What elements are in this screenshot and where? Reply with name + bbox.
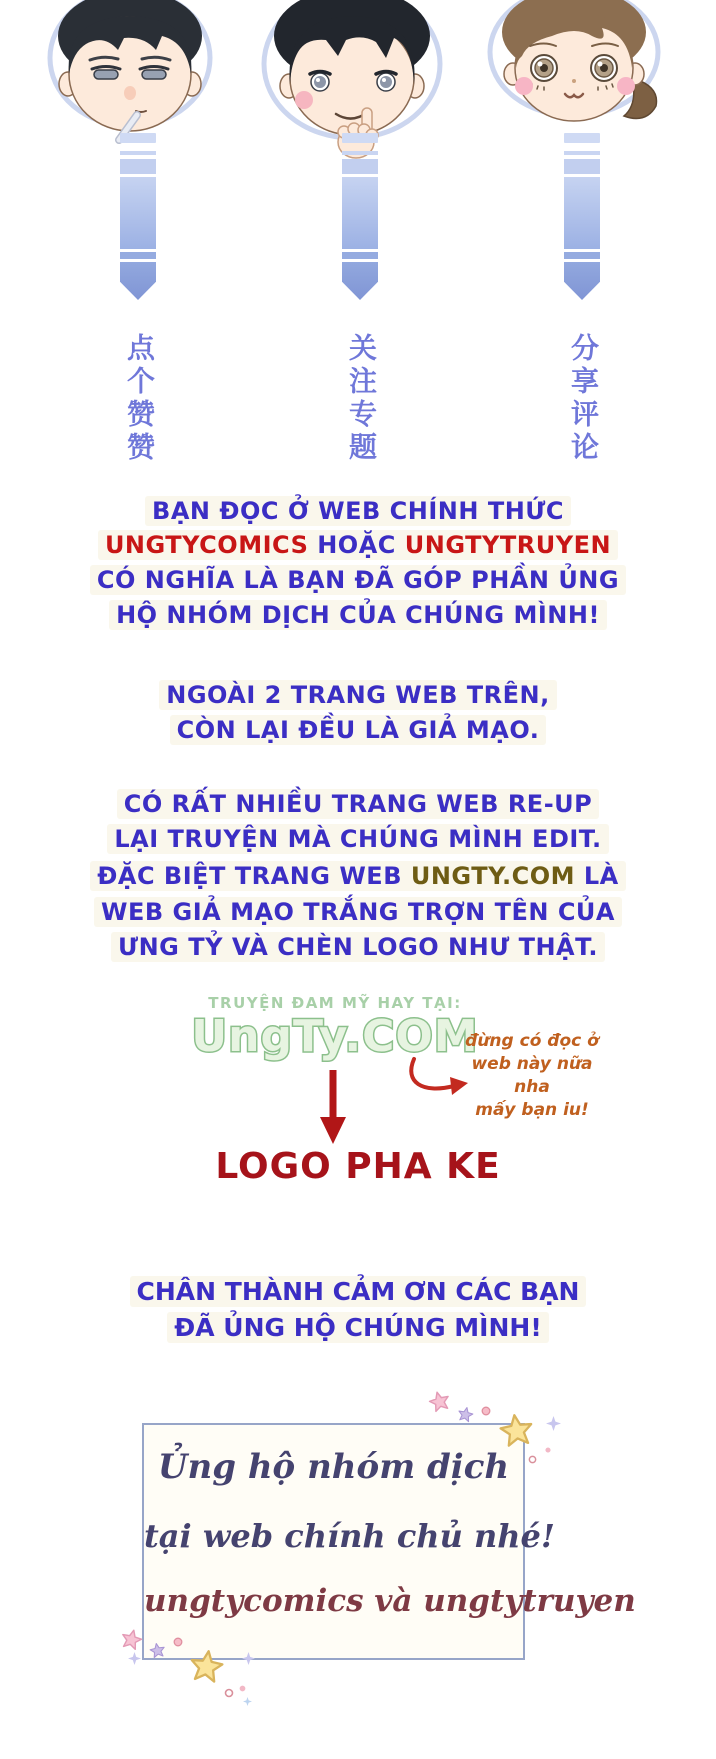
- notice-line-11: ƯNG TỶ VÀ CHÈN LOGO NHƯ THẬT.: [0, 933, 716, 961]
- ribbon-arrow-tip-icon: [342, 262, 378, 300]
- pink-dot-icon: [173, 1637, 183, 1647]
- purple-star-icon: [455, 1404, 475, 1424]
- notice-line-9: ĐẶC BIỆT TRANG WEB UNGTY.COM LÀ: [0, 862, 716, 890]
- notice-line-6: CÒN LẠI ĐỀU LÀ GIẢ MẠO.: [0, 716, 716, 744]
- pink-dot-icon: [238, 1684, 247, 1693]
- ribbon-like: [120, 133, 156, 300]
- label-share-cn: 分享评论: [567, 333, 600, 465]
- chibi-head-3-brown-hair-ponytail-icon: [486, 0, 666, 132]
- red-down-arrow-icon: [318, 1070, 348, 1146]
- support-line-3-sites: ungtycomics và ungtytruyen: [144, 1583, 636, 1619]
- label-like-cn: 点个赞赞: [123, 333, 156, 465]
- pink-star-icon: [425, 1387, 453, 1415]
- pink-dot-icon: [528, 1455, 537, 1464]
- pink-dot-icon: [544, 1446, 552, 1454]
- site-ungtycomics: UNGTYCOMICS: [104, 531, 309, 559]
- handwritten-warning-note: đừng có đọc ở web này nữa nha mấy bạn iu!: [465, 1031, 599, 1120]
- support-line-1: Ủng hộ nhóm dịch: [157, 1447, 510, 1487]
- notice-line-2: UNGTYCOMICS HOẶC UNGTYTRUYEN: [0, 531, 716, 559]
- purple-star-icon: [148, 1641, 168, 1661]
- notice-line-3: CÓ NGHĨA LÀ BẠN ĐÃ GÓP PHẦN ỦNG: [0, 566, 716, 594]
- svg-text:UngTy.COM: UngTy.COM: [191, 1011, 479, 1062]
- pink-dot-icon: [224, 1688, 234, 1698]
- site-ungtytruyen: UNGTYTRUYEN: [404, 531, 612, 559]
- notice-line-1: BẠN ĐỌC Ở WEB CHÍNH THỨC: [0, 497, 716, 525]
- lavender-sparkle-icon: [546, 1416, 561, 1431]
- lavender-sparkle-icon: [242, 1652, 255, 1665]
- ribbon-arrow-tip-icon: [120, 262, 156, 300]
- logo-pha-ke-caption: LOGO PHA KE: [215, 1146, 501, 1187]
- support-box: [142, 1423, 636, 1660]
- notice-line-5: NGOÀI 2 TRANG WEB TRÊN,: [0, 681, 716, 709]
- thanks-line-1: CHÂN THÀNH CẢM ƠN CÁC BẠN: [0, 1277, 716, 1306]
- ribbon-follow: [342, 133, 378, 300]
- ribbon-arrow-tip-icon: [564, 262, 600, 300]
- lavender-sparkle-icon: [128, 1652, 141, 1665]
- support-line-2: tại web chính chủ nhé!: [144, 1517, 555, 1555]
- notice-line-4: HỘ NHÓM DỊCH CỦA CHÚNG MÌNH!: [0, 601, 716, 629]
- notice-line-8: LẠI TRUYỆN MÀ CHÚNG MÌNH EDIT.: [0, 825, 716, 853]
- label-follow-cn: 关注专题: [345, 333, 378, 465]
- pink-dot-icon: [481, 1406, 491, 1416]
- thanks-line-2: ĐÃ ỦNG HỘ CHÚNG MÌNH!: [0, 1313, 716, 1342]
- yellow-star-icon: [186, 1646, 228, 1688]
- ribbon-share: [564, 133, 600, 300]
- fake-logo-tagline: TRUYỆN ĐAM MỸ HAY TẠI:: [208, 994, 462, 1012]
- blue-sparkle-icon: [243, 1697, 252, 1706]
- chibi-head-1-black-hair-stick-icon: [46, 0, 214, 146]
- notice-line-7: CÓ RẤT NHIỀU TRANG WEB RE-UP: [0, 790, 716, 818]
- site-ungty-com: UNGTY.COM: [410, 862, 575, 890]
- yellow-star-icon: [496, 1410, 538, 1452]
- notice-line-10: WEB GIẢ MẠO TRẮNG TRỢN TÊN CỦA: [0, 898, 716, 926]
